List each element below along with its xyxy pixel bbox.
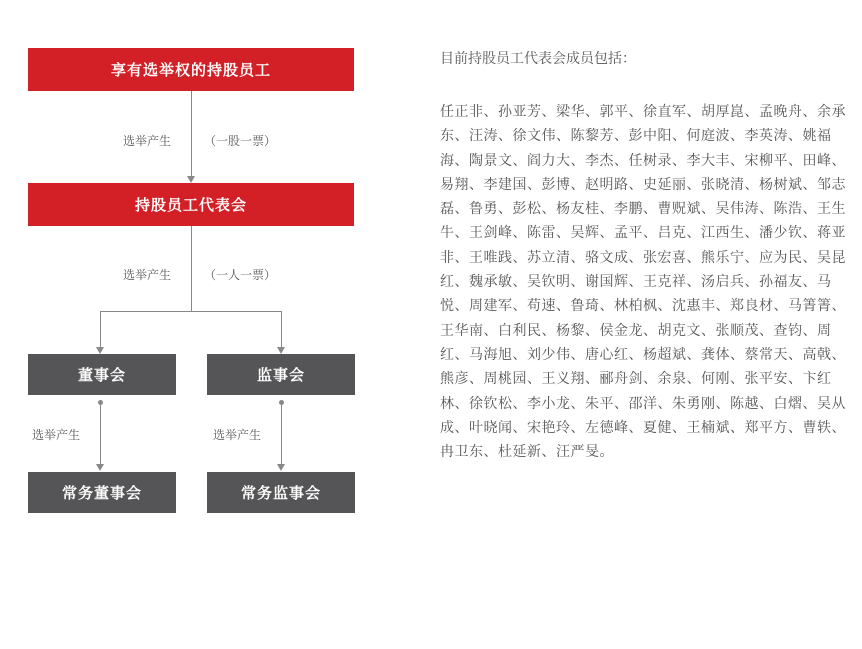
elect-label: 选举产生 bbox=[213, 428, 262, 442]
arrow-down-icon bbox=[96, 347, 104, 354]
connector-line bbox=[100, 403, 101, 465]
box-shareholding-employees: 享有选举权的持股员工 bbox=[28, 48, 354, 91]
box-standing-board: 常务董事会 bbox=[28, 472, 176, 513]
box-representative-commission: 持股员工代表会 bbox=[28, 183, 354, 226]
arrow-down-icon bbox=[277, 464, 285, 471]
elect-label: 选举产生 bbox=[123, 268, 172, 282]
arrow-down-icon bbox=[277, 347, 285, 354]
box-supervisory-board: 监事会 bbox=[207, 354, 355, 395]
connector-line bbox=[100, 311, 101, 348]
box-standing-supervisory: 常务监事会 bbox=[207, 472, 355, 513]
connector-line bbox=[191, 226, 192, 311]
members-title: 目前持股员工代表会成员包括： bbox=[440, 51, 636, 67]
vote-label-one-share: （一股一票） bbox=[204, 134, 277, 148]
arrow-down-icon bbox=[96, 464, 104, 471]
vote-label-one-person: （一人一票） bbox=[204, 268, 277, 282]
connector-line bbox=[281, 403, 282, 465]
elect-label: 选举产生 bbox=[32, 428, 81, 442]
connector-line bbox=[281, 311, 282, 348]
branch-line bbox=[100, 311, 282, 312]
members-list: 任正非、孙亚芳、梁华、郭平、徐直军、胡厚崑、孟晚舟、余承东、汪涛、徐文伟、陈黎芳、彭中阳、何庭波、李英涛、姚福海、陶景文、阎力大、李杰、任树录、李大丰、宋柳平、田峰、易翔、李建国、彭博、赵明路、史延丽、张晓清、杨树斌、邹志磊、鲁勇、彭松、杨友桂、李鹏、曹贶斌、吴伟涛、陈浩、王生牛、王剑峰、陈雷、吴辉、孟平、吕克、江西生、潘少钦、蒋亚非、王唯践、苏立清、骆文成、张宏喜、熊乐宁、应为民、吴昆红、魏承敏、吴钦明、谢国辉、王克祥、汤启兵、孙福友、马悦、周建军、苟速、鲁琦、林柏枫、沈惠丰、郑良材、马箐箐、王华南、白利民、杨黎、侯金龙、胡克文、张顺茂、查钧、周红、马海旭、刘少伟、唐心红、杨超斌、龚体、蔡常天、高戟、熊彦、周桃园、王义翔、郦舟剑、余泉、何刚、张平安、卞红林、徐钦松、李小龙、朱平、邵洋、朱勇刚、陈越、白熠、吴从成、叶晓闻、宋艳玲、左德峰、夏健、王楠斌、郑平方、曹轶、冉卫东、杜延新、汪严旻。 bbox=[440, 104, 846, 461]
elect-label: 选举产生 bbox=[123, 134, 172, 148]
connector-line bbox=[191, 91, 192, 177]
box-board-of-directors: 董事会 bbox=[28, 354, 176, 395]
arrow-down-icon bbox=[187, 176, 195, 183]
